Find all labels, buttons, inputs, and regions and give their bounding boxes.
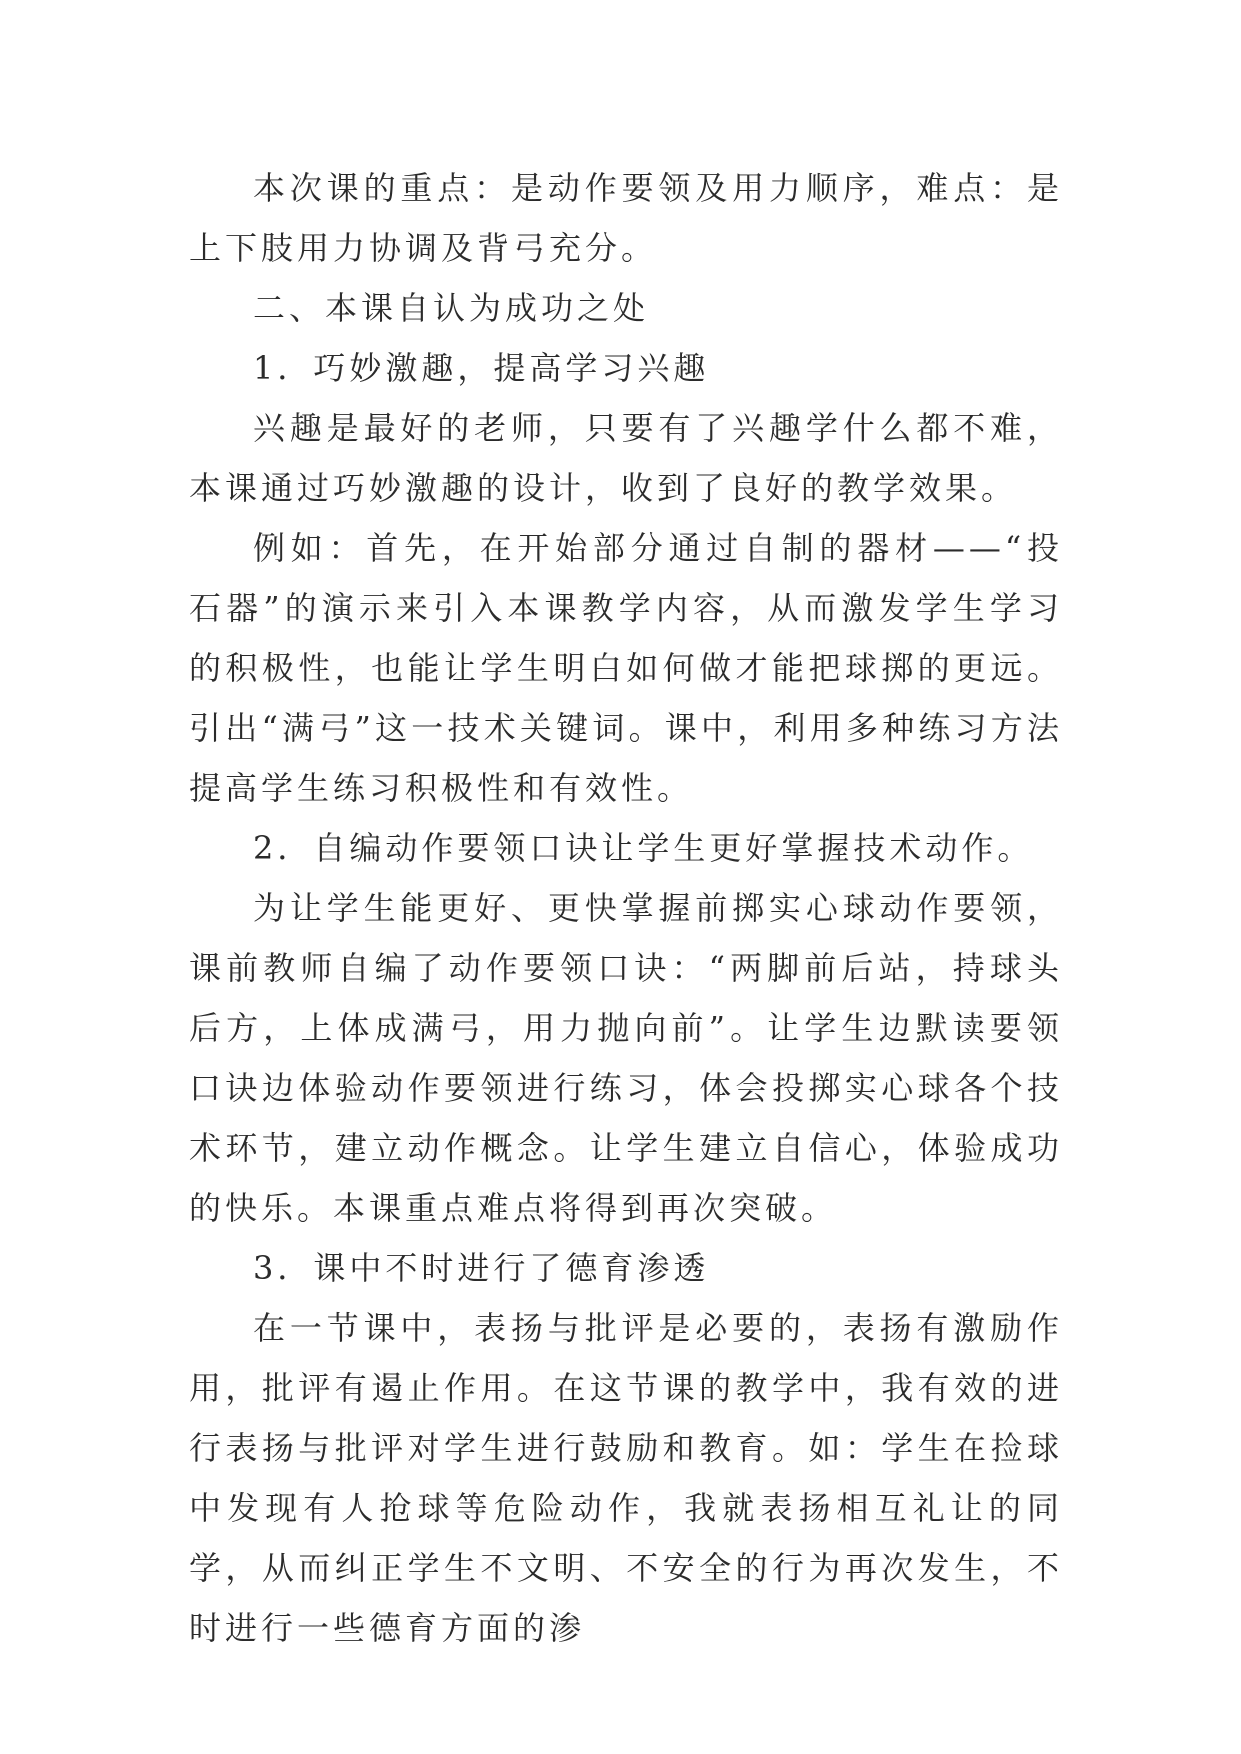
paragraph-key-points: 本次课的重点：是动作要领及用力顺序，难点：是上下肢用力协调及背弓充分。: [189, 169, 1063, 267]
paragraph-moral-education: 在一节课中，表扬与批评是必要的，表扬有激励作用，批评有遏止作用。在这节课的教学中，我有效的进行表扬与批评对学生进行鼓励和教育。如：学生在捡球中发现有人抢球等危险动作，我就表扬相互礼让的同学，从而纠正学生不文明、不安全的行为再次发生，不时进行一些德育方面的渗: [189, 1309, 1063, 1647]
section-heading-successes: 二、本课自认为成功之处: [253, 289, 650, 327]
paragraph-example: 例如：首先，在开始部分通过自制的器材——“投石器”的演示来引入本课教学内容，从而激发学生学习的积极性，也能让学生明白如何做才能把球掷的更远。引出“满弓”这一技术关键词。课中，利用多种练习方法提高学生练习积极性和有效性。: [189, 529, 1063, 807]
document-body: [189, 158, 1063, 1658]
subheading-mnemonic: 2．自编动作要领口诀让学生更好掌握技术动作。: [253, 829, 1034, 867]
subheading-moral-education: 3．课中不时进行了德育渗透: [253, 1249, 710, 1287]
paragraph-interest: 兴趣是最好的老师，只要有了兴趣学什么都不难，本课通过巧妙激趣的设计，收到了良好的教学效果。: [189, 409, 1063, 507]
paragraph-mnemonic: 为让学生能更好、更快掌握前掷实心球动作要领，课前教师自编了动作要领口诀：“两脚前后站，持球头后方，上体成满弓，用力抛向前”。让学生边默读要领口诀边体验动作要领进行练习，体会投掷实心球各个技术环节，建立动作概念。让学生建立自信心，体验成功的快乐。本课重点难点将得到再次突破。: [189, 889, 1063, 1227]
subheading-interest: 1．巧妙激趣，提高学习兴趣: [253, 349, 710, 387]
